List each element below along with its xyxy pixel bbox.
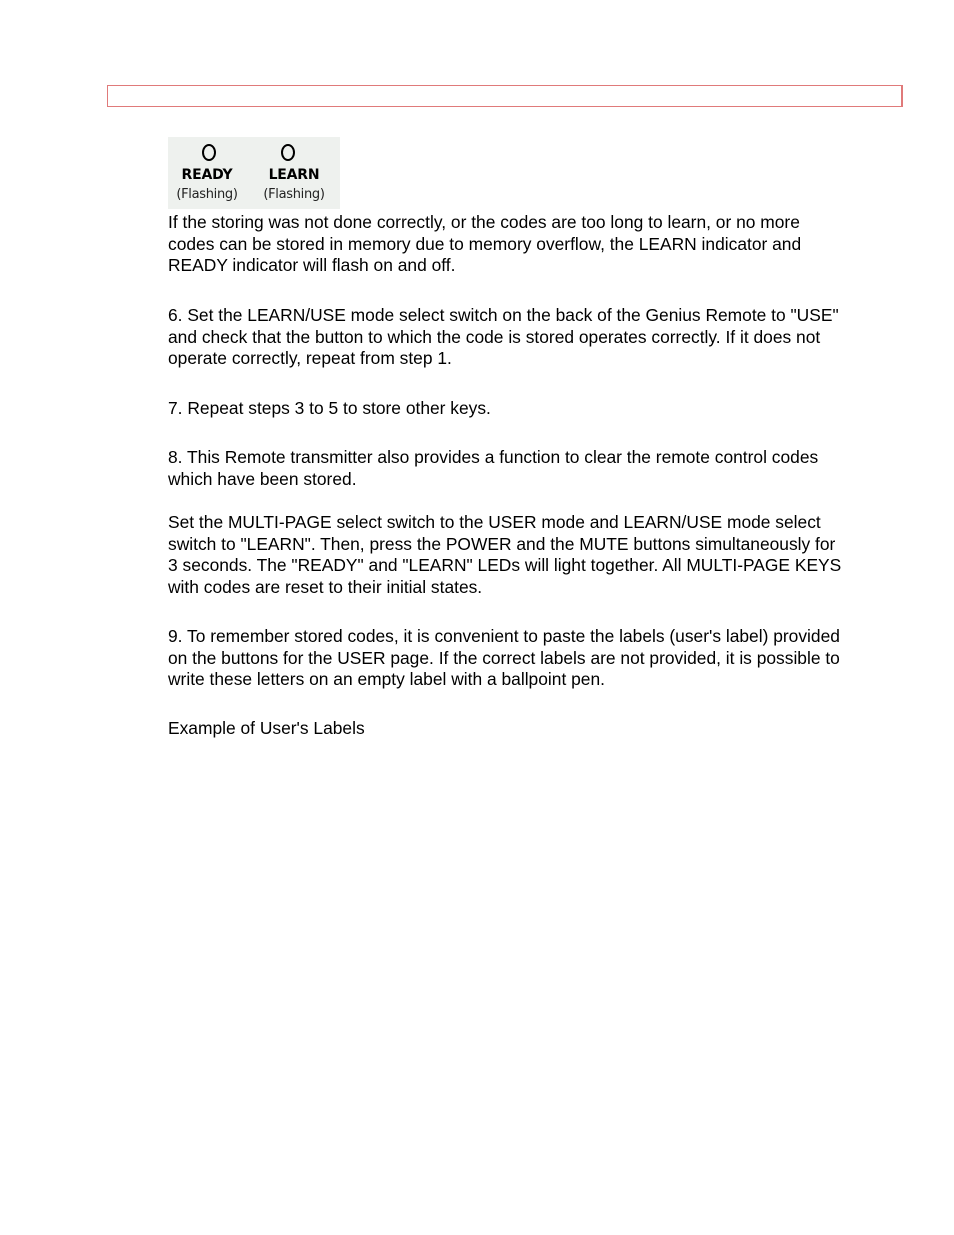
paragraph-storing-error: If the storing was not done correctly, or the codes are too long to learn, or no more codes can be stored in memory due to memory overflow, the LEARN indicator and READY indicator will flash on and off. [168, 212, 802, 276]
ready-label: READY [181, 167, 233, 183]
paragraph-step-7: 7. Repeat steps 3 to 5 to store other keys. [168, 398, 491, 418]
ready-led-icon [202, 144, 216, 161]
paragraph-step-9: 9. To remember stored codes, it is convenient to paste the labels (user's label) provided on the buttons for the USER page. If the correct labels are not provided, it is possible to write these letters on an empty label with a ballpoint pen. [168, 626, 840, 690]
indicator-panel [168, 137, 340, 209]
ready-status: (Flashing) [176, 187, 238, 202]
learn-label: LEARN [268, 167, 320, 183]
paragraph-step-6: 6. Set the LEARN/USE mode select switch on the back of the Genius Remote to "USE" and check that the button to which the code is stored operates correctly. If it does not operate correctly, repeat from step 1. [168, 305, 839, 369]
learn-indicator [254, 137, 340, 209]
paragraph-step-8: 8. This Remote transmitter also provides a function to clear the remote control codes which have been stored. [168, 447, 819, 489]
ready-indicator [168, 137, 254, 209]
learn-status: (Flashing) [263, 187, 325, 202]
learn-led-icon [281, 144, 295, 161]
header-bar [107, 85, 903, 107]
paragraph-example-labels: Example of User's Labels [168, 718, 365, 738]
paragraph-clear-codes: Set the MULTI-PAGE select switch to the USER mode and LEARN/USE mode select switch to "LEARN". Then, press the POWER and the MUTE buttons simultaneously for 3 seconds. The "READY" and "LEARN" LEDs will light together. All MULTI-PAGE KEYS with codes are reset to their initial states. [168, 512, 842, 597]
